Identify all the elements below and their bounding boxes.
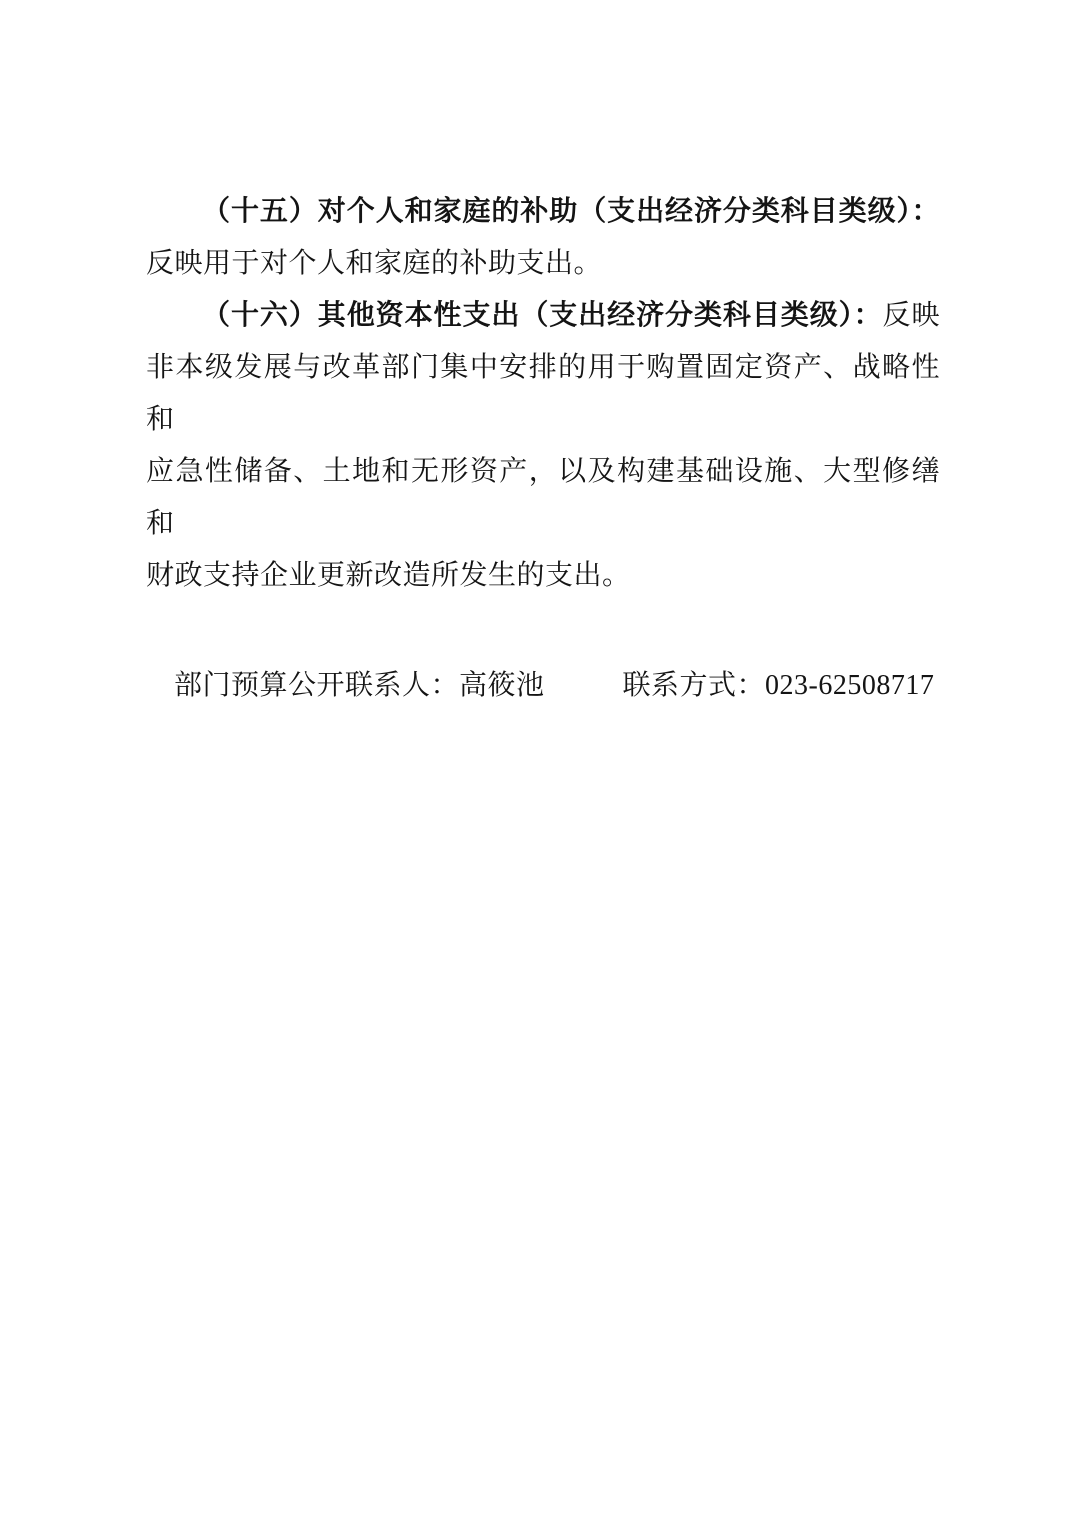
- document-content: [146, 186, 940, 712]
- text-line: [146, 290, 940, 342]
- heading-segment: （十五）对个人和家庭的补助（支出经济分类科目类级）：: [202, 196, 940, 227]
- phone-number: 023-62508717: [765, 670, 935, 701]
- contact-name: 高筱池: [459, 670, 545, 701]
- text-line: [146, 342, 940, 446]
- contact-label: 部门预算公开联系人：: [174, 670, 460, 701]
- phone-label: 联系方式：: [622, 670, 766, 701]
- text-line: [146, 186, 940, 238]
- text-line: [146, 550, 940, 602]
- body-segment: 应急性储备、土地和无形资产，以及构建基础设施、大型修缮和: [146, 456, 940, 539]
- body-segment: 反映用于对个人和家庭的补助支出。: [146, 248, 603, 279]
- paragraph: [146, 290, 940, 602]
- phone-group: [623, 670, 935, 701]
- paragraph: [146, 186, 940, 290]
- text-line: [146, 446, 940, 550]
- heading-segment: （十六）其他资本性支出（支出经济分类科目类级）：: [202, 300, 883, 331]
- contact-line: [146, 660, 940, 712]
- body-segment: 财政支持企业更新改造所发生的支出。: [146, 560, 631, 591]
- text-line: [146, 238, 940, 290]
- body-segment: 非本级发展与改革部门集中安排的用于购置固定资产、战略性和: [146, 352, 940, 435]
- body-segment: 反映: [882, 300, 940, 331]
- document-body: [146, 186, 940, 602]
